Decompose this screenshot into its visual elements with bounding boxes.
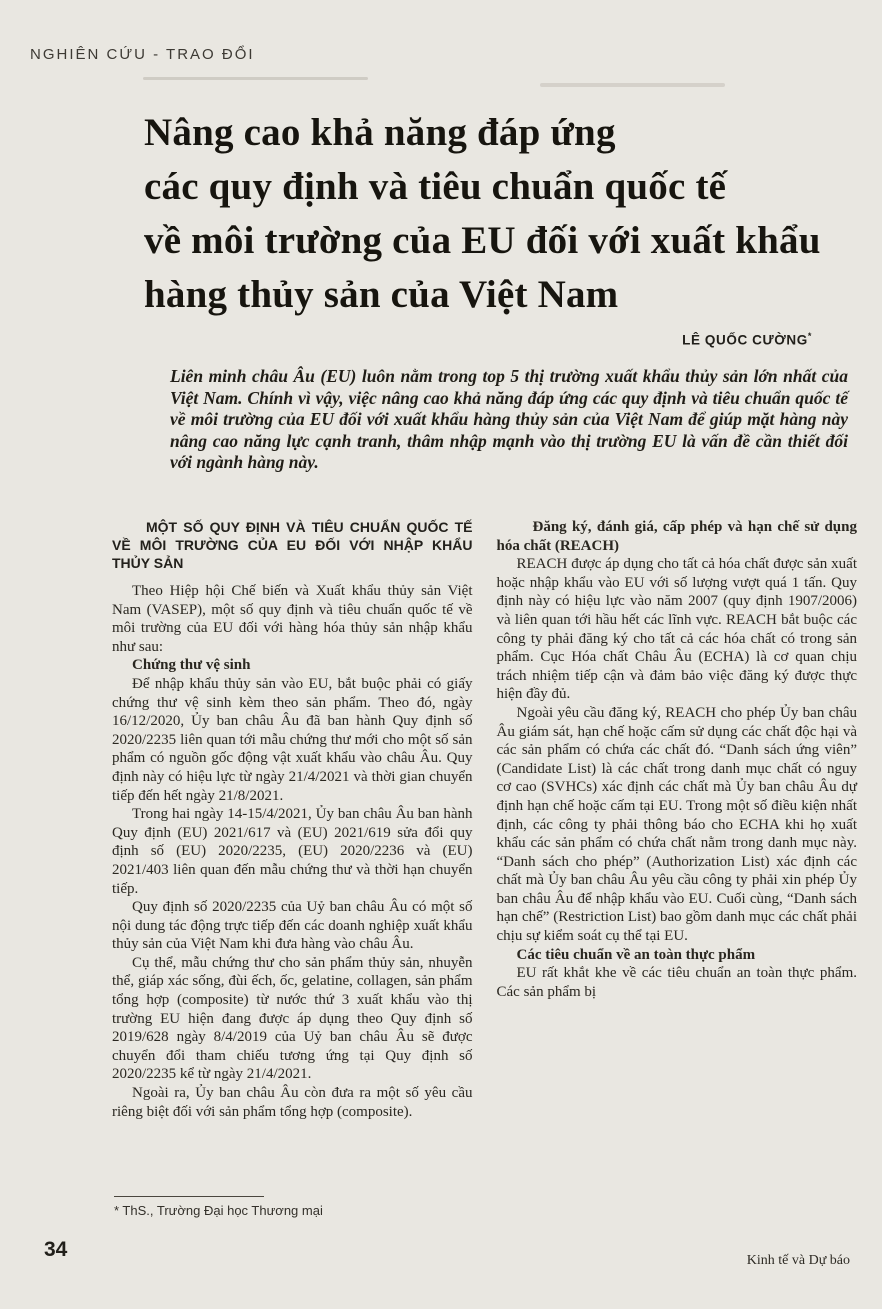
title-line-2: các quy định và tiêu chuẩn quốc tế [144,165,727,208]
paragraph: Ngoài ra, Ủy ban châu Âu còn đưa ra một số yêu cầu riêng biệt đối với sản phẩm tổng hợp (composite). [112,1085,473,1120]
journal-name: Kinh tế và Dự báo [746,1253,850,1268]
title-line-4: hàng thủy sản của Việt Nam [144,273,619,316]
scan-smudge-right [540,83,725,87]
section-heading: MỘT SỐ QUY ĐỊNH VÀ TIÊU CHUẨN QUỐC TẾ VỀ MÔI TRƯỜNG CỦA EU ĐỐI VỚI NHẬP KHẨU THỦY SẢN [112,519,473,571]
left-column [112,518,473,1121]
subsection-heading: Các tiêu chuẩn về an toàn thực phẩm [516,946,756,963]
abstract: Liên minh châu Âu (EU) luôn nằm trong top 5 thị trường xuất khẩu thủy sản lớn nhất của Việt Nam. Chính vì vậy, việc nâng cao khả năng đáp ứng các quy định và tiêu chuẩn quốc tế về môi trường của EU đối với xuất khẩu hàng thủy sản của Việt Nam để giúp mặt hàng này nâng cao năng lực cạnh tranh, thâm nhập mạnh vào thị trường EU là vấn đề cần thiết đối với ngành hàng này. [170,366,848,473]
subsection-heading: Đăng ký, đánh giá, cấp phép và hạn chế sử dụng hóa chất (REACH) [496,519,857,554]
right-column [497,518,858,1121]
section-kicker: NGHIÊN CỨU - TRAO ĐỔI [30,46,255,63]
scan-smudge-left [143,77,368,80]
paragraph: Cụ thể, mẫu chứng thư cho sản phẩm thủy sản, nhuyễn thể, giáp xác sống, đùi ếch, ốc, gelatine, collagen, sản phẩm tổng hợp (composite) từ nước thứ 3 xuất khẩu vào thị trường EU hiện đang được áp dụng theo Quy định số 2019/628 ngày 8/4/2019 của Uỷ ban châu Âu sẽ được chuyển đổi tham chiếu tương ứng tại Quy định số 2020/2235 kể từ ngày 21/4/2021. [112,954,473,1083]
author-footnote-mark: * [807,331,812,341]
paragraph: Để nhập khẩu thủy sản vào EU, bắt buộc phải có giấy chứng thư vệ sinh kèm theo sản phẩm. Theo đó, ngày 16/12/2020, Ủy ban châu Âu đã ban hành Quy định số 2020/2235 liên quan tới mẫu chứng thư mới cho một số sản phẩm có nguồn gốc động vật xuất khẩu vào châu Âu. Quy định này có hiệu lực từ ngày 21/4/2021 và thời gian chuyển tiếp đến hết ngày 21/8/2021. [112,675,473,804]
title-line-3: về môi trường của EU đối với xuất khẩu [144,219,821,262]
footnote-divider [114,1196,264,1197]
paragraph: Ngoài yêu cầu đăng ký, REACH cho phép Ủy ban châu Âu giám sát, hạn chế hoặc cấm sử dụng các chất độc hại và các sản phẩm có chứa các chất đó. “Danh sách ứng viên” (Candidate List) là các chất trong danh mục chất có nguy cơ cao (SVHCs) xác định các chất mà Ủy ban châu Âu dự định hạn chế hoặc cấm tại EU. Trong một số điều kiện nhất định, các công ty phải thông báo cho ECHA khi họ xuất khẩu các sản phẩm có chứa chất nằm trong danh mục này. “Danh sách cho phép” (Authorization List) xác định các chất mà Ủy ban châu Âu yêu cầu công ty phải xin phép Ủy ban châu Âu để nhập khẩu vào EU. Cuối cùng, “Danh sách hạn chế” (Restriction List) bao gồm danh mục các chất phải chịu sự kiểm soát cụ thể tại EU. [496,704,857,945]
paragraph: Quy định số 2020/2235 của Uỷ ban châu Âu có một số nội dung tác động trực tiếp đến các doanh nghiệp xuất khẩu thủy sản của Việt Nam khi đưa hàng vào châu Âu. [112,899,473,953]
footnote: * ThS., Trường Đại học Thương mại [114,1203,323,1218]
paragraph: Theo Hiệp hội Chế biến và Xuất khẩu thủy sản Việt Nam (VASEP), một số quy định và tiêu chuẩn quốc tế về môi trường của EU đối với hàng hóa thủy sản nhập khẩu như sau: [112,583,473,655]
author-byline [682,331,812,348]
paragraph: Trong hai ngày 14-15/4/2021, Ủy ban châu Âu ban hành Quy định (EU) 2021/617 và (EU) 2021/619 sửa đổi quy định số (EU) 2020/2235, (EU) 2020/2236 và (EU) 2021/403 liên quan đến mẫu chứng thư và thời hạn chuyển tiếp. [112,806,473,897]
paragraph: REACH được áp dụng cho tất cả hóa chất được sản xuất hoặc nhập khẩu vào EU với số lượng vượt quá 1 tấn. Quy định này có hiệu lực vào năm 2007 (quy định 1907/2006) và liên quan tới hầu hết các lĩnh vực. REACH bắt buộc các công ty phải đăng ký cho tất cả các hóa chất có trong sản phẩm. Cục Hóa chất Châu Âu (ECHA) là cơ quan chịu trách nhiệm tiếp cận và đảm bảo việc đăng ký được thực hiện đầy đủ. [496,556,857,703]
title-line-1: Nâng cao khả năng đáp ứng [144,111,616,154]
page-number: 34 [44,1238,68,1261]
article-body [112,518,857,1121]
article-title [144,106,860,322]
subsection-heading: Chứng thư vệ sinh [132,657,251,674]
author-name: LÊ QUỐC CƯỜNG [682,332,808,348]
paragraph: EU rất khắt khe về các tiêu chuẩn an toàn thực phẩm. Các sản phẩm bị [496,965,857,1000]
